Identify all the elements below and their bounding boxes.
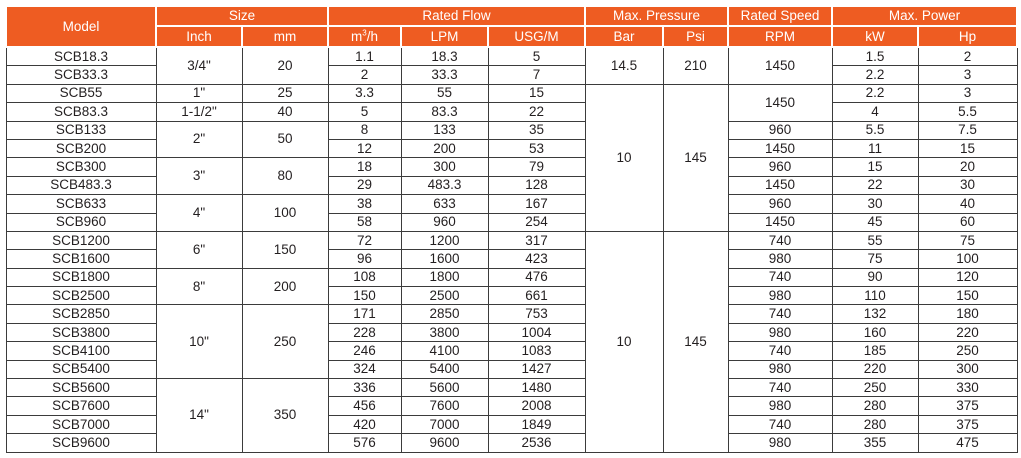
cell-hp: 7.5 — [918, 121, 1017, 139]
cell-inch: 14" — [156, 379, 242, 453]
cell-model: SCB7600 — [6, 397, 156, 415]
cell-mm: 25 — [242, 84, 328, 102]
cell-kw: 160 — [832, 323, 918, 341]
cell-kw: 2.2 — [832, 66, 918, 84]
cell-kw: 22 — [832, 176, 918, 194]
cell-m3h: 576 — [328, 434, 401, 452]
cell-inch: 6" — [156, 231, 242, 268]
cell-model: SCB960 — [6, 213, 156, 231]
cell-model: SCB2850 — [6, 305, 156, 323]
cell-usgm: 753 — [488, 305, 585, 323]
m3h-unit-tail: /h — [366, 28, 378, 44]
cell-inch: 1" — [156, 84, 242, 102]
cell-hp: 375 — [918, 415, 1017, 433]
cell-usgm: 35 — [488, 121, 585, 139]
cell-usgm: 317 — [488, 231, 585, 249]
cell-mm: 350 — [242, 379, 328, 453]
cell-usgm: 2008 — [488, 397, 585, 415]
cell-inch: 3/4" — [156, 47, 242, 84]
cell-m3h: 171 — [328, 305, 401, 323]
cell-usgm: 1083 — [488, 342, 585, 360]
subheader-usgm: USG/M — [488, 26, 585, 47]
cell-lpm: 300 — [401, 158, 488, 176]
cell-lpm: 200 — [401, 139, 488, 157]
cell-mm: 50 — [242, 121, 328, 158]
cell-rpm: 740 — [728, 415, 832, 433]
cell-rpm: 960 — [728, 195, 832, 213]
cell-hp: 100 — [918, 250, 1017, 268]
cell-inch: 4" — [156, 195, 242, 232]
cell-rpm: 980 — [728, 323, 832, 341]
col-size-header: Size — [156, 6, 328, 26]
cell-hp: 75 — [918, 231, 1017, 249]
cell-usgm: 22 — [488, 103, 585, 121]
cell-usgm: 1004 — [488, 323, 585, 341]
cell-hp: 300 — [918, 360, 1017, 378]
cell-kw: 55 — [832, 231, 918, 249]
cell-model: SCB3800 — [6, 323, 156, 341]
cell-rpm: 1450 — [728, 47, 832, 84]
cell-rpm: 1450 — [728, 213, 832, 231]
cell-rpm: 740 — [728, 379, 832, 397]
cell-hp: 220 — [918, 323, 1017, 341]
table-header — [6, 6, 1017, 47]
cell-lpm: 2500 — [401, 287, 488, 305]
cell-rpm: 980 — [728, 287, 832, 305]
cell-kw: 5.5 — [832, 121, 918, 139]
cell-m3h: 456 — [328, 397, 401, 415]
cell-inch: 1-1/2" — [156, 103, 242, 121]
cell-psi: 145 — [663, 84, 728, 231]
cell-m3h: 29 — [328, 176, 401, 194]
cell-m3h: 336 — [328, 379, 401, 397]
cell-kw: 110 — [832, 287, 918, 305]
cell-mm: 80 — [242, 158, 328, 195]
cell-model: SCB300 — [6, 158, 156, 176]
cell-kw: 2.2 — [832, 84, 918, 102]
cell-hp: 15 — [918, 139, 1017, 157]
col-max-power-header: Max. Power — [832, 6, 1017, 26]
cell-usgm: 254 — [488, 213, 585, 231]
cell-lpm: 633 — [401, 195, 488, 213]
cell-m3h: 38 — [328, 195, 401, 213]
cell-rpm: 740 — [728, 268, 832, 286]
subheader-lpm: LPM — [401, 26, 488, 47]
cell-model: SCB633 — [6, 195, 156, 213]
cell-usgm: 1849 — [488, 415, 585, 433]
cell-usgm: 79 — [488, 158, 585, 176]
cell-lpm: 18.3 — [401, 47, 488, 66]
m3h-unit-base: m — [351, 28, 363, 44]
cell-kw: 15 — [832, 158, 918, 176]
cell-kw: 1.5 — [832, 47, 918, 66]
cell-lpm: 1200 — [401, 231, 488, 249]
cell-m3h: 5 — [328, 103, 401, 121]
cell-rpm: 1450 — [728, 176, 832, 194]
cell-model: SCB200 — [6, 139, 156, 157]
cell-psi: 210 — [663, 47, 728, 84]
cell-usgm: 128 — [488, 176, 585, 194]
cell-hp: 150 — [918, 287, 1017, 305]
cell-inch: 3" — [156, 158, 242, 195]
cell-bar: 14.5 — [585, 47, 663, 84]
cell-inch: 2" — [156, 121, 242, 158]
cell-hp: 20 — [918, 158, 1017, 176]
subheader-rpm: RPM — [728, 26, 832, 47]
subheader-hp: Hp — [918, 26, 1017, 47]
cell-kw: 90 — [832, 268, 918, 286]
cell-m3h: 228 — [328, 323, 401, 341]
cell-model: SCB1600 — [6, 250, 156, 268]
cell-usgm: 476 — [488, 268, 585, 286]
cell-m3h: 58 — [328, 213, 401, 231]
cell-m3h: 3.3 — [328, 84, 401, 102]
cell-inch: 10" — [156, 305, 242, 379]
cell-m3h: 150 — [328, 287, 401, 305]
table-row — [6, 195, 1017, 213]
subheader-inch: Inch — [156, 26, 242, 47]
cell-rpm: 960 — [728, 158, 832, 176]
cell-bar: 10 — [585, 84, 663, 231]
table-body — [6, 47, 1017, 452]
table-row — [6, 379, 1017, 397]
cell-kw: 355 — [832, 434, 918, 452]
subheader-psi: Psi — [663, 26, 728, 47]
table-row — [6, 268, 1017, 286]
table-row — [6, 84, 1017, 102]
cell-hp: 3 — [918, 84, 1017, 102]
subheader-kw: kW — [832, 26, 918, 47]
cell-model: SCB1800 — [6, 268, 156, 286]
cell-lpm: 2850 — [401, 305, 488, 323]
cell-model: SCB133 — [6, 121, 156, 139]
cell-hp: 375 — [918, 397, 1017, 415]
col-model-header: Model — [6, 6, 156, 47]
cell-model: SCB1200 — [6, 231, 156, 249]
cell-m3h: 18 — [328, 158, 401, 176]
cell-lpm: 83.3 — [401, 103, 488, 121]
cell-rpm: 740 — [728, 231, 832, 249]
cell-model: SCB33.3 — [6, 66, 156, 84]
cell-m3h: 1.1 — [328, 47, 401, 66]
cell-hp: 40 — [918, 195, 1017, 213]
cell-m3h: 2 — [328, 66, 401, 84]
table-row — [6, 121, 1017, 139]
cell-lpm: 5600 — [401, 379, 488, 397]
cell-lpm: 5400 — [401, 360, 488, 378]
table-row — [6, 103, 1017, 121]
cell-hp: 120 — [918, 268, 1017, 286]
subheader-bar: Bar — [585, 26, 663, 47]
cell-kw: 280 — [832, 415, 918, 433]
cell-m3h: 108 — [328, 268, 401, 286]
subheader-m3h — [328, 26, 401, 47]
cell-psi: 145 — [663, 231, 728, 452]
cell-lpm: 7600 — [401, 397, 488, 415]
cell-usgm: 5 — [488, 47, 585, 66]
cell-rpm: 1450 — [728, 139, 832, 157]
cell-kw: 45 — [832, 213, 918, 231]
cell-lpm: 483.3 — [401, 176, 488, 194]
cell-usgm: 15 — [488, 84, 585, 102]
cell-model: SCB7000 — [6, 415, 156, 433]
spec-table — [5, 5, 1018, 453]
cell-lpm: 9600 — [401, 434, 488, 452]
cell-usgm: 423 — [488, 250, 585, 268]
cell-kw: 220 — [832, 360, 918, 378]
cell-model: SCB83.3 — [6, 103, 156, 121]
cell-model: SCB18.3 — [6, 47, 156, 66]
cell-model: SCB483.3 — [6, 176, 156, 194]
cell-mm: 40 — [242, 103, 328, 121]
cell-hp: 5.5 — [918, 103, 1017, 121]
cell-lpm: 55 — [401, 84, 488, 102]
cell-rpm: 980 — [728, 250, 832, 268]
cell-m3h: 324 — [328, 360, 401, 378]
cell-m3h: 12 — [328, 139, 401, 157]
cell-hp: 2 — [918, 47, 1017, 66]
cell-kw: 280 — [832, 397, 918, 415]
cell-rpm: 740 — [728, 305, 832, 323]
cell-model: SCB5600 — [6, 379, 156, 397]
cell-hp: 475 — [918, 434, 1017, 452]
cell-kw: 11 — [832, 139, 918, 157]
col-rated-flow-header: Rated Flow — [328, 6, 585, 26]
cell-lpm: 1600 — [401, 250, 488, 268]
cell-rpm: 1450 — [728, 84, 832, 121]
cell-rpm: 960 — [728, 121, 832, 139]
cell-mm: 200 — [242, 268, 328, 305]
table-row — [6, 231, 1017, 249]
cell-hp: 60 — [918, 213, 1017, 231]
cell-model: SCB4100 — [6, 342, 156, 360]
cell-lpm: 960 — [401, 213, 488, 231]
cell-lpm: 33.3 — [401, 66, 488, 84]
cell-lpm: 1800 — [401, 268, 488, 286]
cell-mm: 150 — [242, 231, 328, 268]
table-row — [6, 158, 1017, 176]
cell-usgm: 661 — [488, 287, 585, 305]
cell-kw: 185 — [832, 342, 918, 360]
cell-lpm: 3800 — [401, 323, 488, 341]
cell-kw: 75 — [832, 250, 918, 268]
cell-m3h: 8 — [328, 121, 401, 139]
cell-usgm: 7 — [488, 66, 585, 84]
cell-usgm: 53 — [488, 139, 585, 157]
table-row — [6, 305, 1017, 323]
cell-lpm: 7000 — [401, 415, 488, 433]
cell-mm: 100 — [242, 195, 328, 232]
cell-kw: 132 — [832, 305, 918, 323]
cell-kw: 4 — [832, 103, 918, 121]
cell-rpm: 980 — [728, 397, 832, 415]
cell-m3h: 420 — [328, 415, 401, 433]
cell-mm: 250 — [242, 305, 328, 379]
cell-model: SCB5400 — [6, 360, 156, 378]
cell-usgm: 2536 — [488, 434, 585, 452]
cell-m3h: 72 — [328, 231, 401, 249]
cell-hp: 330 — [918, 379, 1017, 397]
cell-hp: 3 — [918, 66, 1017, 84]
cell-rpm: 980 — [728, 434, 832, 452]
cell-mm: 20 — [242, 47, 328, 84]
cell-model: SCB55 — [6, 84, 156, 102]
cell-rpm: 740 — [728, 342, 832, 360]
cell-m3h: 246 — [328, 342, 401, 360]
cell-usgm: 1427 — [488, 360, 585, 378]
cell-kw: 250 — [832, 379, 918, 397]
cell-rpm: 980 — [728, 360, 832, 378]
table-row — [6, 47, 1017, 66]
cell-lpm: 4100 — [401, 342, 488, 360]
m3h-unit-sup: 3 — [362, 28, 367, 37]
cell-hp: 30 — [918, 176, 1017, 194]
cell-lpm: 133 — [401, 121, 488, 139]
col-max-pressure-header: Max. Pressure — [585, 6, 728, 26]
cell-usgm: 167 — [488, 195, 585, 213]
cell-inch: 8" — [156, 268, 242, 305]
cell-model: SCB2500 — [6, 287, 156, 305]
cell-kw: 30 — [832, 195, 918, 213]
cell-m3h: 96 — [328, 250, 401, 268]
subheader-mm: mm — [242, 26, 328, 47]
cell-model: SCB9600 — [6, 434, 156, 452]
cell-hp: 180 — [918, 305, 1017, 323]
cell-usgm: 1480 — [488, 379, 585, 397]
cell-bar: 10 — [585, 231, 663, 452]
cell-hp: 250 — [918, 342, 1017, 360]
col-rated-speed-header: Rated Speed — [728, 6, 832, 26]
